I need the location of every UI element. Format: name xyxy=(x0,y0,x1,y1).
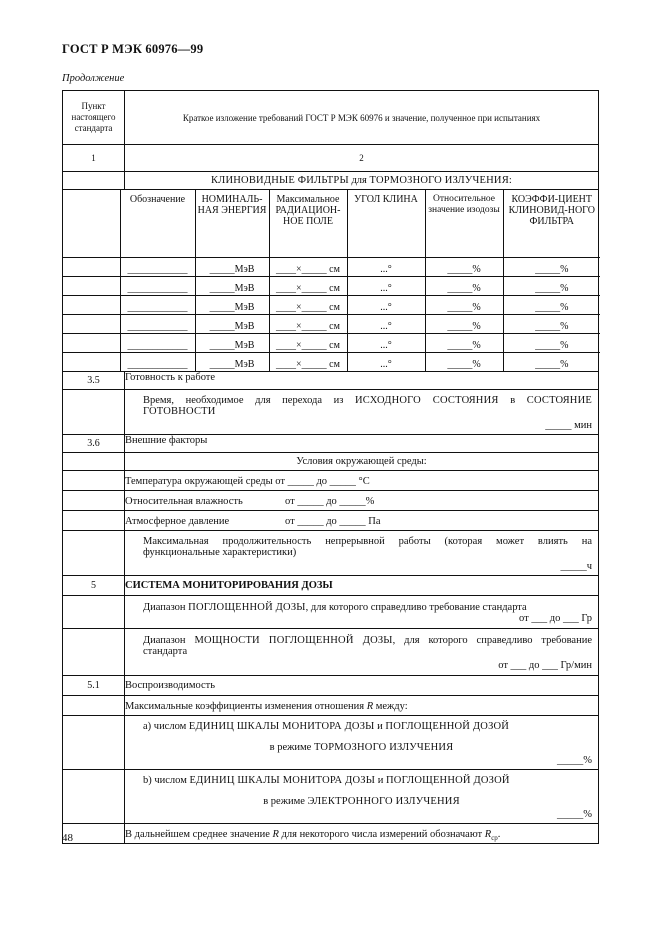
readiness-time-value: _____ мин xyxy=(545,420,592,431)
coef-cell: _____% xyxy=(503,258,600,277)
column-number-1: 1 xyxy=(63,145,125,172)
continuous-operation-text: Максимальная продолжительность непрерывной работы (которая может влиять на функциональные характеристики) xyxy=(143,536,592,558)
temperature-row xyxy=(63,471,599,491)
section-title: СИСТЕМА МОНИТОРИРОВАНИЯ ДОЗЫ xyxy=(125,576,599,596)
coef-cell: _____% xyxy=(503,277,600,296)
col-relative: Относительное значение изодозы xyxy=(425,190,503,258)
document-header: ГОСТ Р МЭК 60976—99 xyxy=(62,42,204,56)
coef-cell: _____% xyxy=(503,353,600,372)
clause-number: 3.6 xyxy=(63,435,125,453)
energy-cell: _____МэВ xyxy=(195,258,269,277)
energy-cell: _____МэВ xyxy=(195,353,269,372)
mean-value-text: В дальнейшем среднее значение R для некоторого числа измерений обозначают $R_{ср}$. xyxy=(125,824,599,844)
designation-cell: ____________ xyxy=(120,296,195,315)
photon-mode-value: _____% xyxy=(557,755,592,766)
section-title: Воспроизводимость xyxy=(125,676,599,696)
absorbed-dose-range-value: от ___ до ___ Гр xyxy=(519,613,592,624)
designation-cell: ____________ xyxy=(120,258,195,277)
table-row xyxy=(63,277,600,296)
col-designation: Обозначение xyxy=(120,190,195,258)
temperature-range: Температура окружающей среды от _____ до _____ °С xyxy=(125,471,599,491)
energy-cell: _____МэВ xyxy=(195,334,269,353)
electron-mode-line-2: в режиме ЭЛЕКТРОННОГО ИЗЛУЧЕНИЯ xyxy=(263,796,460,807)
field-cell: ____×_____ см xyxy=(269,258,347,277)
photon-mode-row xyxy=(63,716,599,770)
section-3-6-row xyxy=(63,435,599,453)
field-cell: ____×_____ см xyxy=(269,315,347,334)
designation-cell: ____________ xyxy=(120,277,195,296)
coef-cell: _____% xyxy=(503,315,600,334)
wedge-filters-title-row xyxy=(63,172,599,190)
environment-conditions-row xyxy=(63,453,599,471)
relative-cell: _____% xyxy=(425,353,503,372)
variation-coefficient-row xyxy=(63,696,599,716)
section-title: Готовность к работе xyxy=(125,372,599,390)
clause-number: 5 xyxy=(63,576,125,596)
field-cell: ____×_____ см xyxy=(269,277,347,296)
relative-cell: _____% xyxy=(425,315,503,334)
wedge-filters-table xyxy=(63,190,600,371)
angle-cell: ...° xyxy=(347,258,425,277)
col-energy: НОМИНАЛЬ-НАЯ ЭНЕРГИЯ xyxy=(195,190,269,258)
clause-number: 3.5 xyxy=(63,372,125,390)
absorbed-dose-range-row xyxy=(63,596,599,629)
continuous-operation-value: _____ч xyxy=(560,561,592,572)
humidity-label: Относительная влажность xyxy=(125,496,243,507)
angle-cell: ...° xyxy=(347,353,425,372)
energy-cell: _____МэВ xyxy=(195,277,269,296)
table-number-row xyxy=(63,145,599,172)
dose-rate-range-row xyxy=(63,629,599,676)
section-title: Внешние факторы xyxy=(125,435,599,453)
field-cell: ____×_____ см xyxy=(269,334,347,353)
designation-cell: ____________ xyxy=(120,315,195,334)
dose-rate-range-value: от ___ до ___ Гр/мин xyxy=(498,660,592,671)
section-5-row xyxy=(63,576,599,596)
electron-mode-line-1: b) числом ЕДИНИЦ ШКАЛЫ МОНИТОРА ДОЗЫ и ПОГЛОЩЕННОЙ ДОЗОЙ xyxy=(143,775,510,786)
clause-number: 5.1 xyxy=(63,676,125,696)
duration-row xyxy=(63,531,599,576)
energy-cell: _____МэВ xyxy=(195,296,269,315)
col-coef: КОЭФФИ-ЦИЕНТ КЛИНОВИД-НОГО ФИЛЬТРА xyxy=(503,190,600,258)
energy-cell: _____МэВ xyxy=(195,315,269,334)
page-number: 48 xyxy=(62,832,73,844)
angle-cell: ...° xyxy=(347,277,425,296)
humidity-range: от _____ до _____% xyxy=(285,496,375,507)
pressure-label: Атмосферное давление xyxy=(125,516,230,527)
electron-mode-row xyxy=(63,770,599,824)
pressure-row xyxy=(63,511,599,531)
pressure-range: от _____ до _____ Па xyxy=(285,516,381,527)
table-row xyxy=(63,334,600,353)
requirements-table xyxy=(62,90,599,844)
col-angle: УГОЛ КЛИНА xyxy=(347,190,425,258)
humidity-row xyxy=(63,491,599,511)
photon-mode-line-2: в режиме ТОРМОЗНОГО ИЗЛУЧЕНИЯ xyxy=(269,742,454,753)
header-summary-column: Краткое изложение требований ГОСТ Р МЭК 60976 и значение, полученное при испытаниях xyxy=(125,91,599,145)
relative-cell: _____% xyxy=(425,334,503,353)
wedge-filters-table-row xyxy=(63,190,599,372)
absorbed-dose-range-text: Диапазон ПОГЛОЩЕННОЙ ДОЗЫ, для которого справедливо требование стандарта xyxy=(143,602,527,613)
readiness-time-text: Время, необходимое для перехода из ИСХОДНОГО СОСТОЯНИЯ в СОСТОЯНИЕ ГОТОВНОСТИ xyxy=(143,395,592,417)
continuation-label: Продолжение xyxy=(62,73,125,84)
designation-cell: ____________ xyxy=(120,353,195,372)
header-clause-column: Пункт настоящего стандарта xyxy=(63,91,125,145)
wedge-filters-header xyxy=(63,190,600,258)
angle-cell: ...° xyxy=(347,315,425,334)
readiness-time-row xyxy=(63,390,599,435)
angle-cell: ...° xyxy=(347,296,425,315)
relative-cell: _____% xyxy=(425,258,503,277)
relative-cell: _____% xyxy=(425,296,503,315)
table-row xyxy=(63,296,600,315)
coef-cell: _____% xyxy=(503,296,600,315)
designation-cell: ____________ xyxy=(120,334,195,353)
column-number-2: 2 xyxy=(125,145,599,172)
coef-cell: _____% xyxy=(503,334,600,353)
table-row xyxy=(63,353,600,372)
dose-rate-range-text: Диапазон МОЩНОСТИ ПОГЛОЩЕННОЙ ДОЗЫ, для которого справедливо требование стандарта xyxy=(143,635,592,657)
photon-mode-line-1: a) числом ЕДИНИЦ ШКАЛЫ МОНИТОРА ДОЗЫ и ПОГЛОЩЕННОЙ ДОЗОЙ xyxy=(143,721,510,732)
section-3-5-row xyxy=(63,372,599,390)
variation-coefficient-text: Максимальные коэффициенты изменения отношения R между: xyxy=(125,696,599,716)
table-row xyxy=(63,258,600,277)
table-row xyxy=(63,315,600,334)
col-field: Максимальное РАДИАЦИОН-НОЕ ПОЛЕ xyxy=(269,190,347,258)
mean-value-row xyxy=(63,824,599,844)
electron-mode-value: _____% xyxy=(557,809,592,820)
field-cell: ____×_____ см xyxy=(269,296,347,315)
wedge-filters-title: КЛИНОВИДНЫЕ ФИЛЬТРЫ для ТОРМОЗНОГО ИЗЛУЧЕНИЯ: xyxy=(125,172,599,190)
environment-conditions: Условия окружающей среды: xyxy=(125,453,599,471)
angle-cell: ...° xyxy=(347,334,425,353)
section-5-1-row xyxy=(63,676,599,696)
relative-cell: _____% xyxy=(425,277,503,296)
table-header-row xyxy=(63,91,599,145)
field-cell: ____×_____ см xyxy=(269,353,347,372)
